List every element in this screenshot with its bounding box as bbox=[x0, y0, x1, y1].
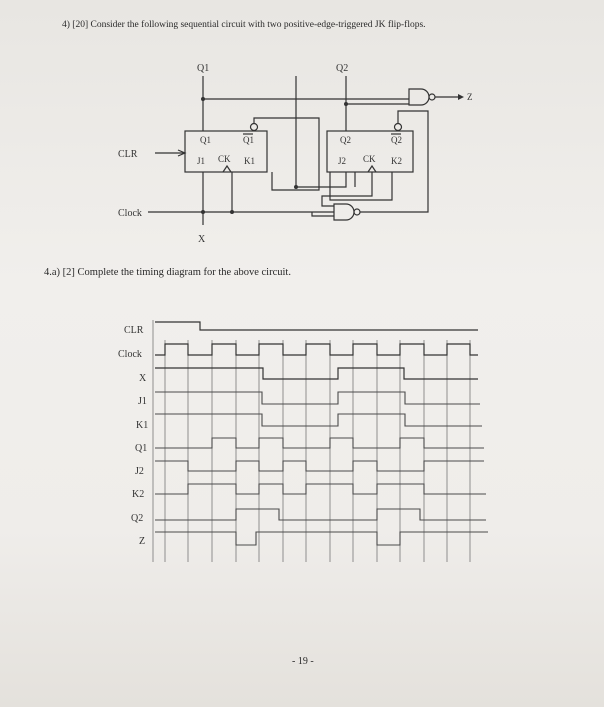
clock-input-label: Clock bbox=[118, 208, 142, 219]
ff2-k-label: K2 bbox=[391, 156, 402, 166]
timing-signal-labels bbox=[118, 325, 148, 547]
waveform-k1 bbox=[155, 414, 482, 426]
z-output-label: Z bbox=[467, 92, 473, 102]
ff1-qbar-bubble bbox=[251, 124, 258, 131]
waveform-q1 bbox=[155, 438, 484, 448]
clr-input-label: CLR bbox=[118, 149, 138, 160]
waveform-x bbox=[155, 368, 478, 379]
ff1-clock-triangle bbox=[223, 166, 231, 172]
question-subpart: 4.a) [2] Complete the timing diagram for the above circuit. bbox=[44, 267, 291, 278]
ff1-ck-label: CK bbox=[218, 154, 231, 164]
x-input-label: X bbox=[198, 234, 206, 245]
circuit-wires bbox=[148, 76, 428, 225]
handwritten-waveforms bbox=[155, 392, 488, 545]
waveform-q2 bbox=[155, 509, 486, 520]
ff2-ck-label: CK bbox=[363, 154, 376, 164]
waveform-j2 bbox=[155, 461, 484, 471]
ff1-qbar-label: Q1 bbox=[243, 135, 254, 145]
q2-output-label: Q2 bbox=[336, 63, 349, 74]
waveform-clr bbox=[155, 322, 478, 330]
nand-gate-clock-bubble bbox=[354, 209, 360, 215]
ff2-clock-triangle bbox=[368, 166, 376, 172]
timing-diagram bbox=[118, 320, 488, 562]
waveform-k2 bbox=[155, 484, 486, 494]
waveform-j1 bbox=[155, 392, 480, 404]
q1-output-label: Q1 bbox=[197, 63, 210, 74]
timing-label-z: Z bbox=[139, 536, 146, 547]
timing-label-q2: Q2 bbox=[131, 513, 144, 524]
timing-label-q1: Q1 bbox=[135, 443, 148, 454]
ff2-q-label: Q2 bbox=[340, 135, 351, 145]
timing-label-k2: K2 bbox=[132, 489, 145, 500]
ff1-j-label: J1 bbox=[197, 156, 206, 166]
ff2-qbar-label: Q2 bbox=[391, 135, 402, 145]
page-number: - 19 - bbox=[292, 656, 314, 667]
nand-gate-z-bubble bbox=[429, 94, 435, 100]
timing-gridlines bbox=[153, 320, 470, 562]
timing-label-clr: CLR bbox=[124, 325, 144, 336]
nand-gate-z bbox=[409, 89, 429, 105]
timing-label-j1: J1 bbox=[138, 396, 147, 407]
question-title: 4) [20] Consider the following sequential circuit with two positive-edge-triggered JK flip-flops. bbox=[62, 20, 426, 30]
ff1-q-label: Q1 bbox=[200, 135, 211, 145]
ff2-j-label: J2 bbox=[338, 156, 347, 166]
timing-label-k1: K1 bbox=[136, 420, 149, 431]
ff2-qbar-bubble bbox=[395, 124, 402, 131]
waveform-clock bbox=[155, 344, 478, 355]
timing-label-j2: J2 bbox=[135, 466, 144, 477]
z-arrow bbox=[458, 94, 464, 100]
timing-label-x: X bbox=[139, 373, 147, 384]
nand-gate-clock bbox=[334, 204, 354, 220]
circuit-diagram bbox=[118, 63, 473, 245]
waveform-z bbox=[155, 532, 488, 545]
ff1-k-label: K1 bbox=[244, 156, 255, 166]
timing-label-clock: Clock bbox=[118, 349, 142, 360]
